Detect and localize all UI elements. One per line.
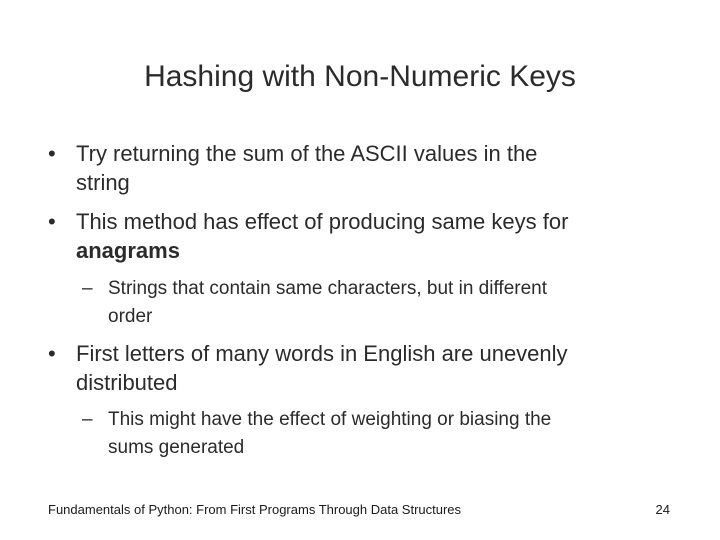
sub-bullet-line: Strings that contain same characters, but in different xyxy=(108,278,547,299)
bullet-item xyxy=(48,139,688,197)
bullet-text xyxy=(76,207,568,265)
bullet-line: This method has effect of producing same keys for xyxy=(76,209,569,234)
sub-bullet-marker: – xyxy=(82,409,93,430)
sub-bullet-item xyxy=(82,275,692,331)
bullet-item xyxy=(48,339,688,397)
bullet-marker: • xyxy=(48,341,56,366)
bullet-line: distributed xyxy=(76,370,178,395)
sub-bullet-marker: – xyxy=(82,278,93,299)
footer-text: Fundamentals of Python: From First Programs Through Data Structures xyxy=(48,502,462,517)
sub-bullet-line: sums generated xyxy=(108,437,245,458)
bullet-item xyxy=(48,207,688,265)
bullet-text xyxy=(76,139,537,197)
sub-bullet-text xyxy=(108,275,547,331)
sub-bullet-line: order xyxy=(108,306,153,327)
page-number: 24 xyxy=(655,502,670,517)
slide-title: Hashing with Non-Numeric Keys xyxy=(144,60,576,93)
bullet-marker: • xyxy=(48,209,56,234)
bullet-text xyxy=(76,339,568,397)
bullet-line: First letters of many words in English are unevenly xyxy=(76,341,568,366)
bullet-emphasis: anagrams xyxy=(76,238,180,263)
sub-bullet-line: This might have the effect of weighting or biasing the xyxy=(108,409,552,430)
bullet-line: string xyxy=(76,170,130,195)
sub-bullet-text xyxy=(108,406,551,462)
bullet-line: Try returning the sum of the ASCII values in the xyxy=(76,141,538,166)
bullet-marker: • xyxy=(48,141,56,166)
sub-bullet-item xyxy=(82,406,692,462)
